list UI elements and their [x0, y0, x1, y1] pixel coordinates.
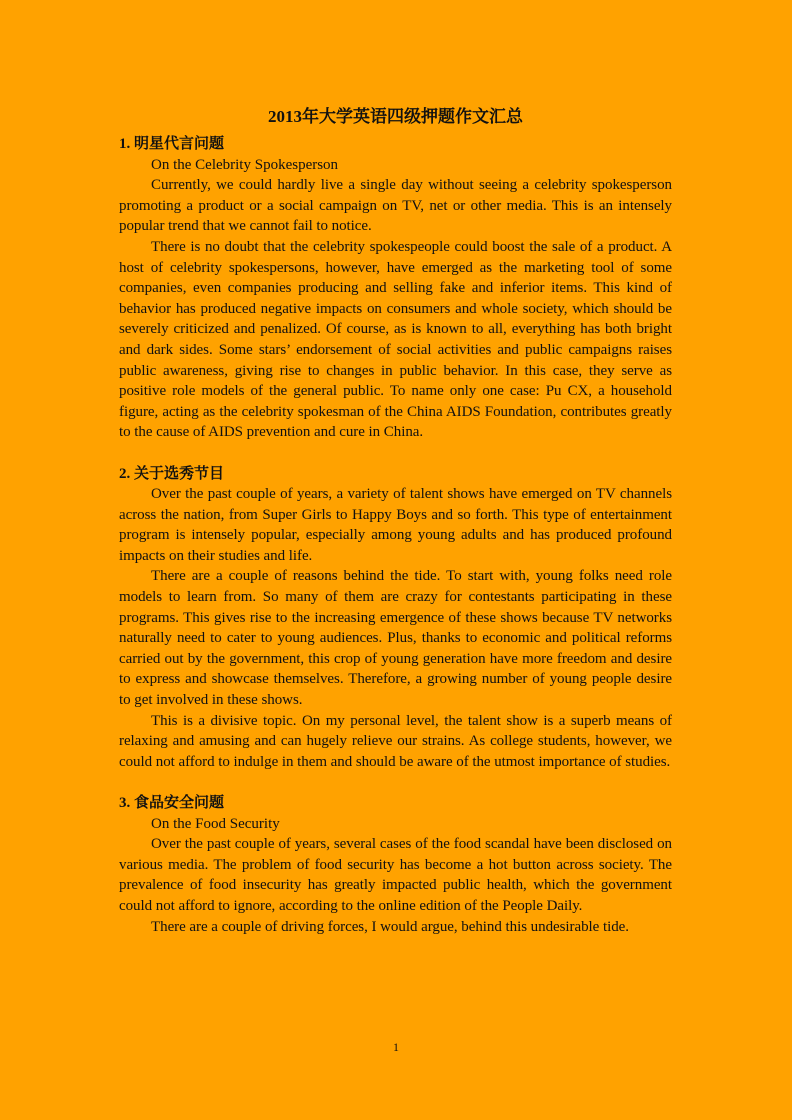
section-celebrity-spokesperson: [119, 134, 672, 443]
section-food-security: [119, 793, 672, 937]
paragraph: There is no doubt that the celebrity spokespeople could boost the sale of a product. A host of celebrity spokespersons, however, have emerged as the marketing tool of some companies, even companies producing and selling fake and inferior items. This kind of behavior has produced negative impacts on consumers and whole society, which should be severely criticized and penalized. Of course, as is known to all, everything has both bright and dark sides. Some stars’ endorsement of social activities and public campaigns raises public awareness, giving rise to changes in public behavior. In this case, they serve as positive role models of the general public. To name only one case: Pu CX, a household figure, acting as the celebrity spokesman of the China AIDS Foundation, contributes greatly to the cause of AIDS prevention and cure in China.: [119, 238, 672, 441]
document-page: [119, 104, 672, 937]
section-heading: 3. 食品安全问题: [119, 795, 225, 811]
section-talent-shows: [119, 464, 672, 773]
paragraph: Over the past couple of years, a variety of talent shows have emerged on TV channels across the nation, from Super Girls to Happy Boys and so forth. This type of entertainment program is intensely popular, especially among young adults and has produced profound impacts on their studies and life.: [119, 486, 672, 564]
paragraph: There are a couple of reasons behind the tide. To start with, young folks need role models to learn from. So many of them are crazy for contestants participating in these programs. This gives rise to the increasing emergence of these shows because TV networks naturally need to cater to young audiences. Plus, thanks to economic and political reforms carried out by the government, this crop of young generation have more freedom and desire to express and showcase themselves. Therefore, a growing number of young people desire to get involved in these shows.: [119, 568, 672, 709]
paragraph: There are a couple of driving forces, I would argue, behind this undesirable tide.: [151, 918, 629, 935]
section-subtitle: On the Food Security: [151, 815, 280, 832]
paragraph: This is a divisive topic. On my personal level, the talent show is a superb means of relaxing and amusing and can hugely relieve our strains. As college students, however, we could not afford to indulge in them and should be aware of the utmost importance of studies.: [119, 712, 672, 770]
paragraph: Over the past couple of years, several cases of the food scandal have been disclosed on various media. The problem of food security has become a hot button across society. The prevalence of food insecurity has greatly impacted public health, which the government could not afford to ignore, according to the online edition of the People Daily.: [119, 836, 672, 914]
paragraph: Currently, we could hardly live a single day without seeing a celebrity spokesperson promoting a product or a social campaign on TV, net or other media. This is an intensely popular trend that we cannot fail to notice.: [119, 177, 672, 235]
section-heading: 1. 明星代言问题: [119, 136, 225, 152]
page-number: 1: [393, 1040, 399, 1054]
section-heading: 2. 关于选秀节目: [119, 465, 225, 482]
document-title: 2013年大学英语四级押题作文汇总: [268, 107, 523, 126]
section-subtitle: On the Celebrity Spokesperson: [151, 156, 339, 173]
